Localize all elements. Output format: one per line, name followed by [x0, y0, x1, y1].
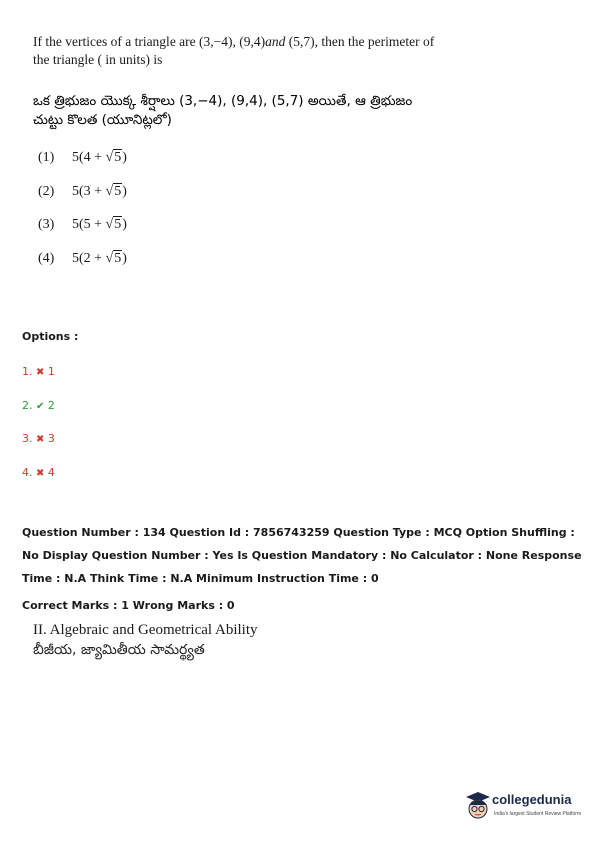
- answer-value: 2: [47, 399, 55, 412]
- choice-number: (2): [38, 184, 55, 199]
- logo-tagline: India's largest Student Review Platform: [494, 811, 582, 817]
- choice-radicand: 5: [114, 217, 122, 232]
- cross-icon: ✖: [36, 468, 45, 479]
- question-metadata: [22, 521, 582, 617]
- question-text-telugu: [33, 92, 463, 130]
- choice-4: [38, 251, 127, 267]
- question-vertices: (3,−4), (9,4): [199, 34, 266, 49]
- section-title-telugu: బీజీయ, జ్యామితీయ సామర్థ్యత: [33, 642, 205, 658]
- choice-expr-post: ): [122, 251, 127, 266]
- choice-radicand: 5: [114, 251, 122, 266]
- choice-expr-post: ): [122, 150, 127, 165]
- question-prefix: If the vertices of a triangle are: [33, 34, 200, 49]
- choice-3: [38, 217, 127, 233]
- choice-1: [38, 150, 127, 166]
- choice-expr-pre: 5(5 + √: [72, 217, 114, 232]
- answer-index: 3.: [22, 432, 33, 445]
- collegedunia-logo: [465, 790, 590, 826]
- answer-value: 3: [47, 432, 55, 445]
- answer-value: 4: [47, 466, 55, 479]
- answer-index: 2.: [22, 399, 33, 412]
- choice-expr-pre: 5(4 + √: [72, 150, 114, 165]
- choice-expr-post: ): [122, 217, 127, 232]
- answer-index: 4.: [22, 466, 33, 479]
- question-and: and: [265, 34, 286, 49]
- choice-number: (1): [38, 150, 55, 165]
- choice-number: (3): [38, 217, 55, 232]
- options-heading: Options :: [22, 330, 79, 343]
- section-title-english: II. Algebraic and Geometrical Ability: [33, 622, 258, 638]
- answer-index: 1.: [22, 365, 33, 378]
- choice-expr-post: ): [122, 184, 127, 199]
- choice-expr-pre: 5(3 + √: [72, 184, 114, 199]
- section-heading: [33, 620, 258, 660]
- choice-2: [38, 184, 127, 200]
- choice-radicand: 5: [114, 150, 122, 165]
- choice-expr-pre: 5(2 + √: [72, 251, 114, 266]
- choice-number: (4): [38, 251, 55, 266]
- question-text-english: [33, 33, 453, 69]
- question-telugu-line2: చుట్టు కొలత (యూనిట్లలో): [33, 112, 172, 128]
- mascot-icon: [465, 790, 491, 824]
- cross-icon: ✖: [36, 367, 45, 378]
- choice-radicand: 5: [114, 184, 122, 199]
- question-telugu-line1: ఒక త్రిభుజం యొక్క శీర్షాలు (3,−4), (9,4), (5,7) అయితే, ఆ త్రిభుజం: [33, 93, 413, 109]
- metadata-details: Question Number : 134 Question Id : 7856743259 Question Type : MCQ Option Shuffling : No Display Question Number : Yes Is Question Mandatory : No Calculator : None Response Time : N.A Think Time : N.A Minimum Instruction Time : 0: [22, 526, 582, 585]
- answer-option-4: [22, 466, 55, 479]
- logo-brand-text: collegedunia: [492, 792, 572, 807]
- metadata-marks: Correct Marks : 1 Wrong Marks : 0: [22, 599, 235, 612]
- check-icon: ✔: [36, 401, 45, 412]
- question-suffix: (5,7), then the perimeter of the triangle ( in units) is: [33, 34, 435, 67]
- answer-option-3: [22, 432, 55, 445]
- cross-icon: ✖: [36, 434, 45, 445]
- answer-value: 1: [47, 365, 55, 378]
- answer-option-2: [22, 399, 55, 412]
- answer-option-1: [22, 365, 55, 378]
